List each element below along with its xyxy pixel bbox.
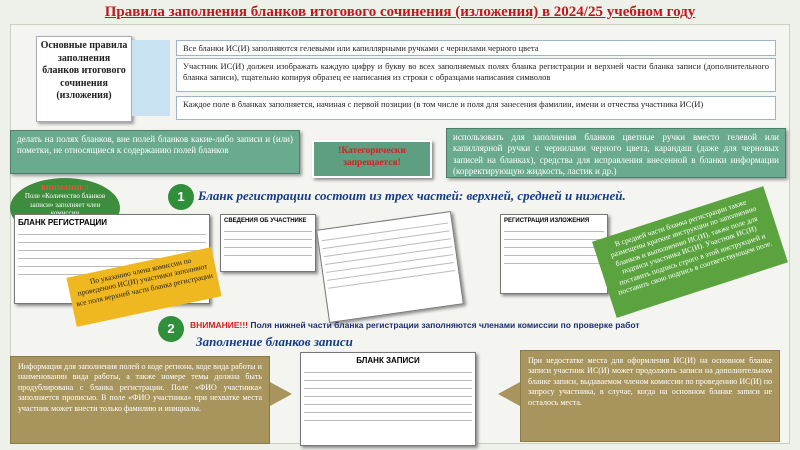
warning-text: Поля нижней части бланка регистрации заполняются членами комиссии по проверке работ — [250, 320, 640, 330]
rule-3: Каждое поле в бланках заполняется, начиная с первой позиции (в том числе и поля для занесения фамилии, имени и отчества участника ИС(И) — [176, 96, 776, 120]
registration-form-title: БЛАНК РЕГИСТРАЦИИ — [18, 218, 107, 227]
right-info-box: При недостатке места для оформления ИС(И) на основном бланке записи участник ИС(И) может продолжить записи на дополнительном бланке записи, выдаваемом членом комиссии по проведению ИС(И) по запросу участника, в случае, когда на основном бланке записи не осталось места. — [520, 350, 780, 442]
participant-form-image — [316, 211, 464, 323]
answer-form-image — [300, 352, 476, 446]
left-info-box: Информация для заполнения полей о коде региона, коде вида работы и наименовании вида работы, а также номере темы должна быть продублирована с бланка регистрации. Поле «ФИО участника» заполняется прописью. В поле «ФИО участника» при нехватке места участник может внести только фамилию и инициалы. — [10, 356, 270, 444]
step-2-title: Заполнение бланков записи — [196, 334, 353, 349]
bubble-warning: ВНИМАНИЕ!! — [41, 184, 89, 192]
step-1-title: Бланк регистрации состоит из трех частей: верхней, средней и нижней. — [198, 188, 626, 203]
warning-line — [190, 320, 640, 330]
rule-2: Участник ИС(И) должен изображать каждую цифру и букву во всех заполняемых полях бланка регистрации и верхней части бланка записи (дополнительного бланка записи), тщательно копируя образец ее написания из строки с образцами написания символов — [176, 58, 776, 92]
warning-prefix: ВНИМАНИЕ!!! — [190, 320, 249, 330]
forbidden-right: использовать для заполнения бланков цветные ручки вместо гелевой или капиллярной ручки с чернилами черного цвета, карандаш (даже для черновых записей на бланках), средства для исправления внесенной в бланки информации (корректирующую жидкость, ластик и др.) — [446, 128, 786, 178]
lower-form-title: РЕГИСТРАЦИЯ ИЗЛОЖЕНИЯ — [504, 218, 590, 224]
rule-1: Все бланки ИС(И) заполняются гелевыми или капиллярными ручками с чернилами черного цвета — [176, 40, 776, 56]
bubble-text: Поле «Количество бланков записи» заполняет член — [24, 192, 106, 209]
forbidden-label: !Категорически запрещается! — [312, 140, 432, 178]
lower-form-image — [500, 214, 608, 294]
yellow-note: По указанию члена комиссии по проведению ИС(И) участники заполняют все поля верхней части бланка регистрации — [66, 247, 221, 327]
rules-connector — [132, 40, 170, 116]
forbidden-left: делать на полях бланков, вне полей бланков какие-либо записи и (или) пометки, не относящиеся к содержанию полей бланков — [10, 130, 300, 174]
step-1-number: 1 — [168, 184, 194, 210]
step-2-number: 2 — [158, 316, 184, 342]
page-title: Правила заполнения бланков итогового сочинения (изложения) в 2024/25 учебном году — [104, 4, 696, 20]
right-arrow-shape — [498, 382, 520, 406]
left-arrow-shape — [270, 382, 292, 406]
middle-form-title: СВЕДЕНИЯ ОБ УЧАСТНИКЕ — [224, 218, 307, 224]
answer-form-title: БЛАНК ЗАПИСИ — [356, 356, 420, 365]
green-note: В средней части бланка регистрации также размещены краткие инструкции по заполнению бланков и выполнению ИС(И), также поле для подписи участника ИС(И). Участник ИС(И) поставить подпись строго в этой инструкцией и поставить свою подпись в соответствующем поле. — [592, 186, 788, 318]
rules-label: Основные правила заполнения бланков итогового сочинения (изложения) — [36, 36, 132, 122]
middle-form-image — [220, 214, 316, 272]
